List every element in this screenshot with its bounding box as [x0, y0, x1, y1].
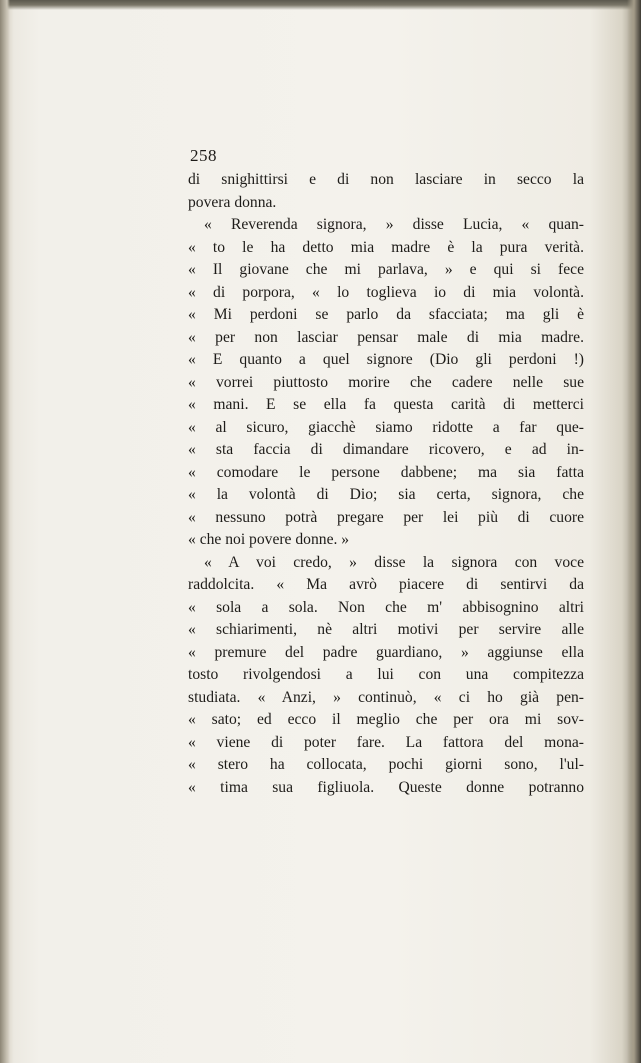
text-line: raddolcita. « Ma avrò piacere di sentirvi da [188, 576, 584, 593]
text-line: « schiarimenti, nè altri motivi per servire alle [188, 621, 584, 638]
text-line: « sola a sola. Non che m' abbisognino altri [188, 598, 584, 616]
text-line: « stero ha collocata, pochi giorni sono, l'ul- [188, 756, 584, 773]
text-line: « Reverenda signora, » disse Lucia, « quan- [204, 216, 584, 233]
text-line: « per non lasciar pensar male di mia madre. [188, 328, 584, 346]
page-text-block [188, 143, 584, 799]
page-top-edge [0, 0, 641, 10]
text-line: « al sicuro, giacchè siamo ridotte a far que- [188, 418, 584, 436]
text-line: « A voi credo, » disse la signora con voce [204, 553, 584, 571]
text-line: « di porpora, « lo toglieva io di mia volontà. [188, 283, 584, 301]
text-line: « sato; ed ecco il meglio che per ora mi sov- [188, 711, 584, 728]
text-line: « la volontà di Dio; sia certa, signora, che [188, 486, 584, 503]
text-line: di snighittirsi e di non lasciare in secco la [188, 171, 584, 188]
text-line: povera donna. [188, 193, 277, 211]
page-number: 258 [190, 146, 217, 165]
text-line: « che noi povere donne. » [188, 531, 350, 548]
page-right-edge [627, 0, 641, 1063]
text-line: « mani. E se ella fa questa carità di metterci [188, 396, 584, 413]
text-line: « tima sua figliuola. Queste donne potranno [188, 778, 584, 796]
text-line: « E quanto a quel signore (Dio gli perdoni !) [188, 351, 584, 368]
text-line: « premure del padre guardiano, » aggiunse ella [188, 643, 584, 661]
text-line: tosto rivolgendosi a lui con una compitezza [188, 666, 584, 683]
text-line: « to le ha detto mia madre è la pura verità. [188, 238, 584, 256]
text-line: « vorrei piuttosto morire che cadere nelle sue [188, 373, 584, 391]
text-line: studiata. « Anzi, » continuò, « ci ho già pen- [188, 688, 584, 706]
page-gutter-edge [0, 0, 10, 1063]
text-line: « viene di poter fare. La fattora del mona- [188, 733, 584, 751]
text-line: « sta faccia di dimandare ricovero, e ad in- [188, 441, 584, 458]
text-line: « Mi perdoni se parlo da sfacciata; ma gli è [188, 306, 584, 323]
text-line: « Il giovane che mi parlava, » e qui si fece [188, 261, 584, 278]
text-line: « comodare le persone dabbene; ma sia fatta [188, 463, 584, 481]
text-line: « nessuno potrà pregare per lei più di cuore [188, 508, 584, 526]
